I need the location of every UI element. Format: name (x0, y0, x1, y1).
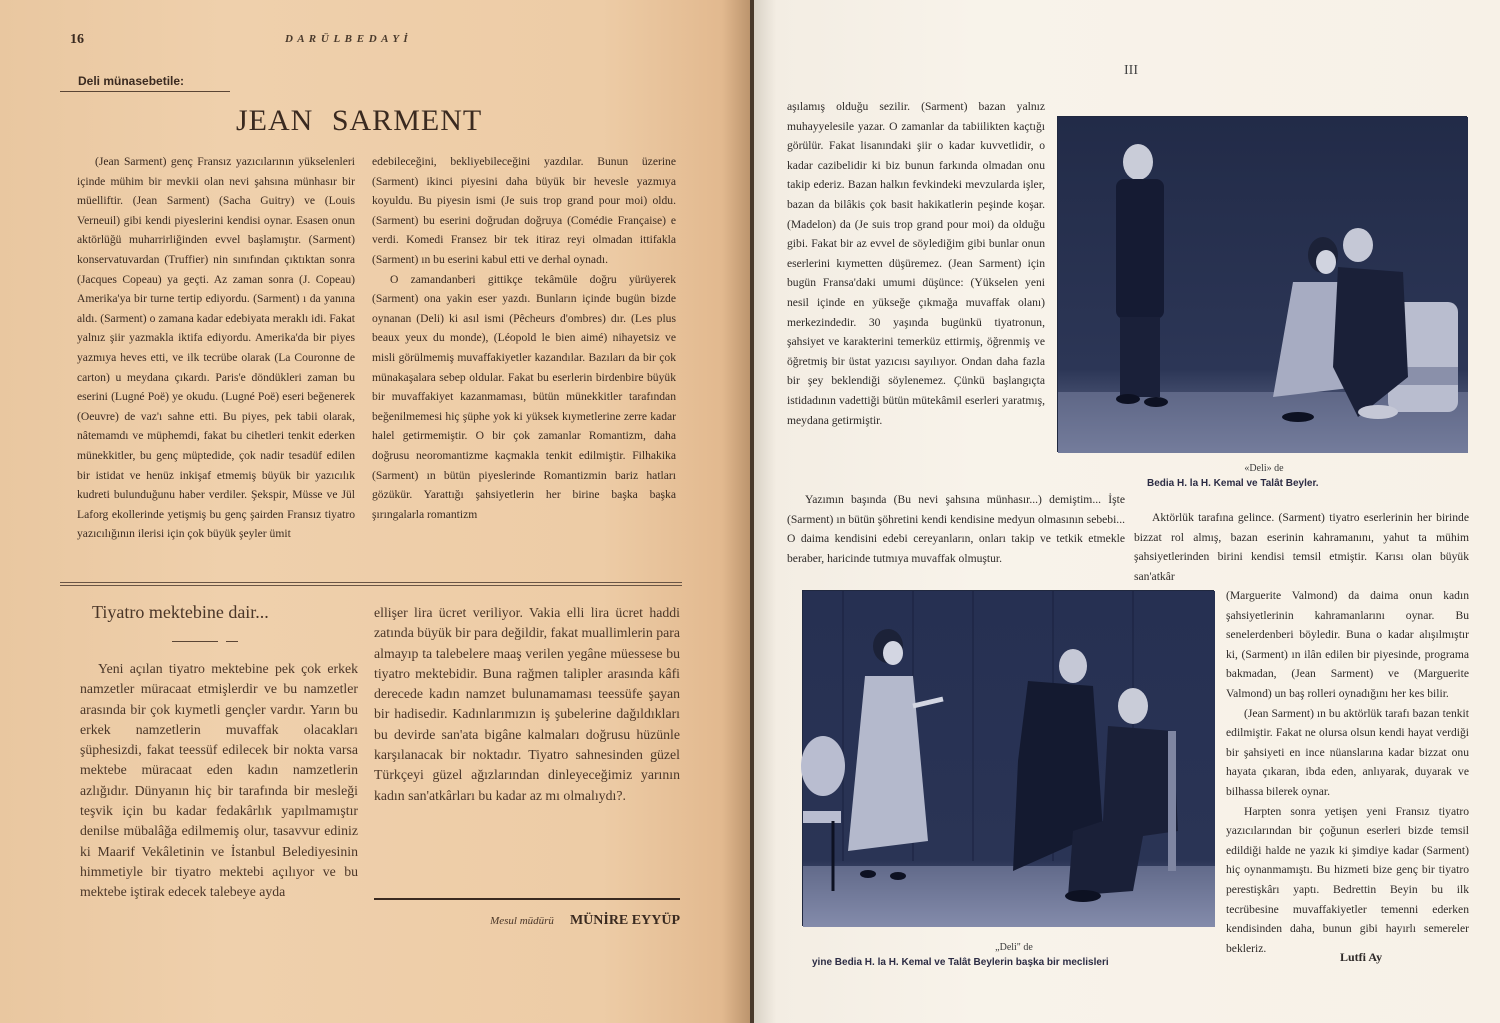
right-paragraph: Harpten sonra yetişen yeni Fransız tiyatro yazıcılarından bir çoğunun eserleri bizde temsil edildiği halde ne yazık ki şimdiye kadar (Sarment) hiç oynanmamıştı. Bu hizmeti bize genç bir tiyatro perestişkârı yaptı. Bedrettin Beyin bu ilk tecrübesine muvaffakiyetler temenni ederken kendisinden daha, bunun gibi hayırlı semereler bekleriz. (1226, 804, 1469, 955)
right-paragraph: Aktörlük tarafına gelince. (Sarment) tiyatro eserlerinin her birinde bizzat rol almış, bazan eserinin kahramanını, yahut ta mühim şahsiyetlerinden birini kendisi temsil etmiştir. Karısı olan büyük san'atkâr (1134, 511, 1469, 583)
school-paragraph: Yeni açılan tiyatro mektebine pek çok erkek namzetler müracaat etmişlerdir ve bu namzetler arasında bir çok kıymetli gençler vardır. Yarın bu erkek namzetlerin muvaffak olacakları şüphesizdi, fakat teessüf edilecek bir nokta varsa mektebe müracaat eden kadın namzetlerin azlığıdır. Dünyanın hiç bir tarafında bir mesleği teşvik için bu kadar fedakârlık yapılmamıştır denilse mübalâğa edilmemiş olur, tasavvur ediniz ki Maarif Vekâletinin ve İstanbul Belediyesinin himmetiyle bir tiyatro mektebi açılıyor ve bu mektebe iştirak edecek talebeye ayda (80, 661, 358, 900)
stage-photo-1 (1057, 116, 1467, 452)
footer-credit (374, 911, 680, 929)
stage-photo-2-image (803, 591, 1215, 927)
photo1-caption: Bedia H. la H. Kemal ve Talât Beyler. (1147, 478, 1319, 489)
title-ornament-dash (226, 641, 238, 642)
article-title: JEAN SARMENT (236, 104, 483, 137)
article-paragraph: edebileceğini, bekliyebileceğini yazdılar. Bunun üzerine (Sarment) ikinci piyesini daha büyük bir hevesle yazmıya koyuldu. Bu piyesin ismi (Je suis trop grand pour moi) oldu. (Sarment) bu eserini doğrudan doğruya (Comédie Française) e verdi. Komedi Fransez bir tek itiraz reyi olmadan ittifakla (Sarment) ın bu eserini kabul etti ve derhal oynadı. (372, 155, 676, 266)
right-column-top (787, 97, 1045, 492)
school-paragraph: ellişer lira ücret veriliyor. Vakia elli lira ücret haddi zatında büyük bir para değildir, fakat muallimlerin para almayıp ta talebelere maaş verilen yegâne müessese bu tiyatro mektebidir. Buna rağmen talipler arasında kâfi derecede kadın namzet bulunamaması teessüfe şayan bir hadisedir. Kadınlarımızın iş şubelerine dağıldıkları bu devirde san'ata bigâne kalmaları doğrusu hüzünle karşılanacak bir noktadır. Tiyatro sahnesinden güzel Türkçeyi güzel ağızlarından dinleyeceğimiz yarının kadın san'atkârları bu kadar az mı olmalıydı?. (374, 605, 680, 803)
photo2-caption: yine Bedia H. la H. Kemal ve Talât Beylerin başka bir meclisleri (812, 957, 1109, 968)
right-column-narrow (1226, 586, 1469, 955)
footer-rule (374, 898, 680, 900)
stage-photo-2 (802, 590, 1214, 926)
footer-role: Mesul müdürü (490, 915, 554, 927)
page-number: III (1124, 63, 1138, 78)
running-head: D A R Ü L B E D A Y İ (285, 33, 409, 45)
footer-name: MÜNİRE EYYÜP (569, 913, 680, 928)
stage-photo-1-image (1058, 117, 1468, 453)
right-page (754, 0, 1500, 1023)
section-label-rule (60, 91, 230, 92)
section-divider (60, 582, 682, 586)
article-column-1 (77, 152, 355, 567)
title-ornament-rule (172, 641, 218, 642)
article-paragraph: (Jean Sarment) genç Fransız yazıcılarının yükselenleri içinde mühim bir mevkii olan nevi şahsına münhasır bir müelliftir. (Jean Sarment) (Sacha Guitry) ve (Louis Verneuil) gibi kendi piyeslerini kendisi oynar. Esasen onun aktörlüğü muharrirliğinden evvel başlamıştır. (Sarment) konservatuvardan (Truffier) nin sınıfından çıktıktan sonra (Jacques Copeau) ya geçti. Az zaman sonra (J. Copeau) Amerika'ya bir turne tertip ediyordu. (Sarment) ı da yanına aldı. (Sarment) o zamana kadar edebiyata meraklı idi. Fakat yalnız şiir yazmakla iktifa ediyordu. Amerika'da bir piyes yazmıya heves etti, ve ilk tecrübe olarak (La Couronne de carton) u meydana çıkardı. Paris'e döndükleri zaman bu eserini (Lugné Poë) ye okudu. (Lugné Poë) eseri beğenerek (Oeuvre) de vaz'ı sahne etti. Bu piyes, pek tabii olarak, nâtemamdı ve müphemdi, fakat bu cihetleri tenkit ederken münekkitler, bu genç müptedide, çok nadir tesadüf edilen bir istidat ve henüz inkişaf etmemiş büyük bir yazıcılık kudreti bulunduğunu haber verdiler. Şekspir, Müsse ve Jül Laforg ekollerinde yetişmiş bu genç şairden Fransız tiyatro yazıcılığının ilerisi için çok büyük şeyler ümit (77, 155, 355, 541)
right-paragraph: aşılamış olduğu sezilir. (Sarment) bazan yalnız muhayyelesile yazar. O zamanlar da tabiilikten kaçtığı görülür. Fakat lisanındaki şiir o kadar kuvvetlidir, o kadar cazibelidir ki biz bunun farkında olmadan onu takip ederiz. Bazan halkın fevkindeki mevzularda işler, bazan da bilâkis çok basit hakikatlerin peşinde koşar. (Madelon) da (Je suis trop grand pour moi) da olduğu gibi. Fakat bir az evvel de söylediğim gibi bunlar onun eserlerini kıymetten düşüremez. (Jean Sarment) için bugün Fransa'daki umumi düşünce: (Yükselen yeni nesil içinde en yükseğe çıkmağa muvaffak olanı) merkezindedir. 30 yaşında bugünkü tiyatronun, şahsiyet ve karakterini temerküz ettirmiş, öğrenmiş ve öğretmiş bir üstat yazıcısı sayılıyor. Ondan daha fazla bir şey beklendiği söylenemez. Çünkü başlangıçta istidadının vadettiği bütün mütekâmil eserleri yaratmış, meydana getirmiştir. (787, 100, 1045, 427)
school-column-2 (374, 603, 680, 883)
right-paragraph: (Jean Sarment) ın bu aktörlük tarafı bazan tenkit edilmiştir. Fakat ne olursa olsun kendi hayat verdiği bir şahsiyeti en ince nüanslarına kadar bizzat onu hayata çıkaran, ibda eden, anlıyarak, duyarak ve bilhassa bilerek oynar. (1226, 706, 1469, 798)
author-signature: Lutfi Ay (1340, 950, 1383, 964)
photo2-caption-small: „Deli" de (995, 942, 1033, 953)
right-paragraph: (Marguerite Valmond) da daima onun kadın şahsiyetlerinin kahramanlarını oynar. Bu senelerdenberi böyledir. Buna o kadar alışılmıştır ki, (Sarment) ın ilân edilen bir piyesinde, programa bakmadan, (Jean Sarment) ve (Marguerite Valmond) un baş rolleri oynadığını her kes bilir. (1226, 589, 1469, 700)
right-column-bottom-left (787, 490, 1125, 580)
school-title: Tiyatro mektebine dair... (92, 602, 269, 622)
article-column-2 (372, 152, 676, 567)
section-label: Deli münasebetile: (78, 74, 185, 88)
photo1-caption-small: «Deli» de (1244, 463, 1284, 474)
right-column-right (1134, 508, 1469, 586)
school-column-1 (80, 659, 358, 939)
right-paragraph: Yazımın başında (Bu nevi şahsına münhasır...) demiştim... İşte (Sarment) ın bütün şöhretini kendi kendisine medyun olmasının sebebi... O daima kendisini edebi cereyanların, onları takip ve tetkik etmekle beraber, haricinde tutmıya muvaffak olmuştur. (787, 493, 1125, 565)
article-paragraph: O zamandanberi gittikçe tekâmüle doğru yürüyerek (Sarment) ona yakin eser yazdı. Bunların içinde bugün bizde oynanan (Deli) ki asıl ismi (Pêcheurs d'ombres) dır. (Les plus beaux yeux du monde), (Léopold le bien aimé) nihayetsiz ve misli görülmemiş muvaffakiyetler kazandılar. Bazıları da bir çok münakaşalara sebep oldular. Fakat bu eserlerin birdenbire büyük bir muvaffakiyet kazanmaması, bütün münekkitler tarafından beğenilmemesi hiç şüphe yok ki yüksek kıymetlerine zerre kadar halel getirmemiştir. O bir çok zamanlar Romantizm, daha doğrusu neoromantizme kaçmakla tenkit edilmiştir. Filhakika (Sarment) ın bütün piyeslerinde Romantizmin bariz hatları gözükür. Yarattığı şahsiyetlerin her birine başka başka şırıngalarla romantizm (372, 272, 676, 521)
page-number: 16 (70, 32, 84, 47)
